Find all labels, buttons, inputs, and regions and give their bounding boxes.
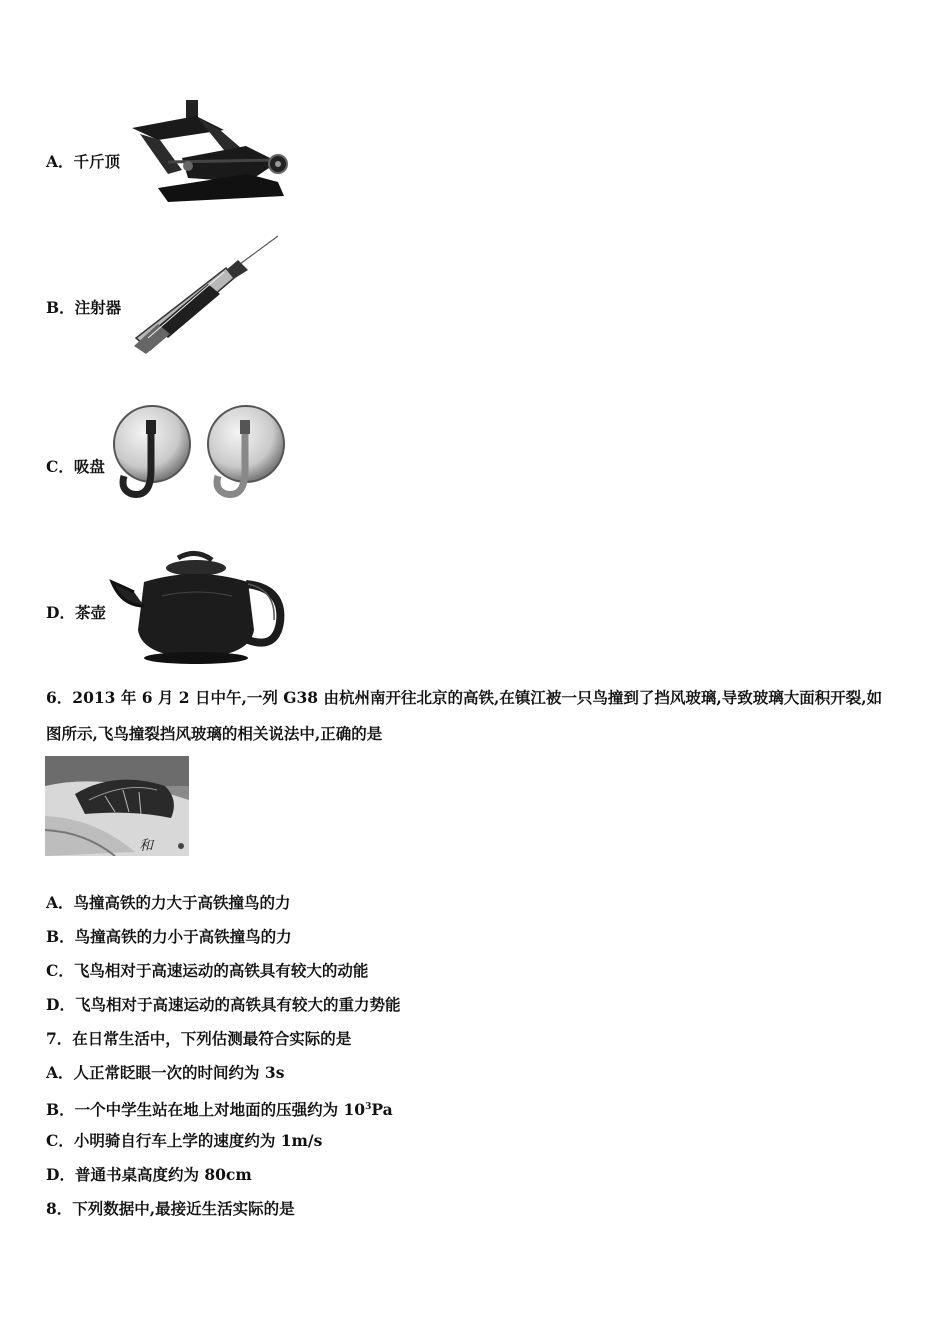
q6-stem-line1: 6．2013 年 6 月 2 日中午,一列 G38 由杭州南开往北京的高铁,在镇江被一只鸟撞到了挡风玻璃,导致玻璃大面积开裂,如	[46, 688, 883, 707]
q5-option-d	[46, 603, 106, 623]
option-text: 飞鸟相对于高速运动的高铁具有较大的动能	[73, 961, 369, 980]
option-text: 小明骑自行车上学的速度约为 1m/s	[73, 1131, 323, 1150]
option-label: B．	[46, 1100, 75, 1119]
option-label: D．	[46, 1165, 75, 1184]
option-label: A．	[46, 152, 74, 171]
option-label: A．	[46, 893, 74, 912]
q5-option-c	[46, 457, 105, 477]
option-label: D．	[46, 603, 75, 622]
option-text: 一个中学生站在地上对地面的压强约为 10	[74, 1100, 366, 1119]
option-label: A．	[46, 1063, 74, 1082]
option-text: 吸盘	[73, 457, 105, 476]
q6-option-a	[46, 893, 291, 913]
option-label: C．	[46, 457, 74, 476]
q7-option-c	[46, 1131, 322, 1151]
q6-stem-line2: 图所示,飞鸟撞裂挡风玻璃的相关说法中,正确的是	[46, 724, 383, 743]
car-jack-image	[128, 100, 290, 204]
exponent: 3	[365, 1102, 372, 1112]
option-label: B．	[46, 927, 75, 946]
q7-stem: 7．在日常生活中，下列估测最符合实际的是	[46, 1029, 352, 1048]
option-text: 茶壶	[74, 603, 106, 622]
q7-option-a	[46, 1063, 284, 1083]
q6-option-b	[46, 927, 292, 947]
option-text: 鸟撞高铁的力大于高铁撞鸟的力	[73, 893, 291, 912]
option-text: 飞鸟相对于高速运动的高铁具有较大的重力势能	[74, 995, 401, 1014]
option-label: D．	[46, 995, 75, 1014]
option-text: 普通书桌高度约为 80cm	[74, 1165, 252, 1184]
q6-option-d	[46, 995, 400, 1015]
suction-cups-image	[110, 398, 290, 508]
q6-option-c	[46, 961, 368, 981]
option-text: 人正常眨眼一次的时间约为 3s	[73, 1063, 285, 1082]
q7-option-d	[46, 1165, 252, 1185]
q8-stem: 8．下列数据中,最接近生活实际的是	[46, 1199, 295, 1218]
q5-option-a	[46, 152, 120, 172]
q7-option-b	[46, 1097, 393, 1120]
option-label: C．	[46, 961, 74, 980]
option-label: C．	[46, 1131, 74, 1150]
train-windshield-photo	[45, 756, 189, 856]
option-text: 鸟撞高铁的力小于高铁撞鸟的力	[74, 927, 292, 946]
syringe-image	[128, 234, 280, 356]
q5-option-b	[46, 298, 121, 318]
option-label: B．	[46, 298, 75, 317]
unit: Pa	[371, 1100, 393, 1119]
option-text: 注射器	[74, 298, 122, 317]
teapot-image	[108, 548, 286, 666]
option-text: 千斤顶	[73, 152, 121, 171]
train-logo-char: 和	[139, 838, 153, 854]
